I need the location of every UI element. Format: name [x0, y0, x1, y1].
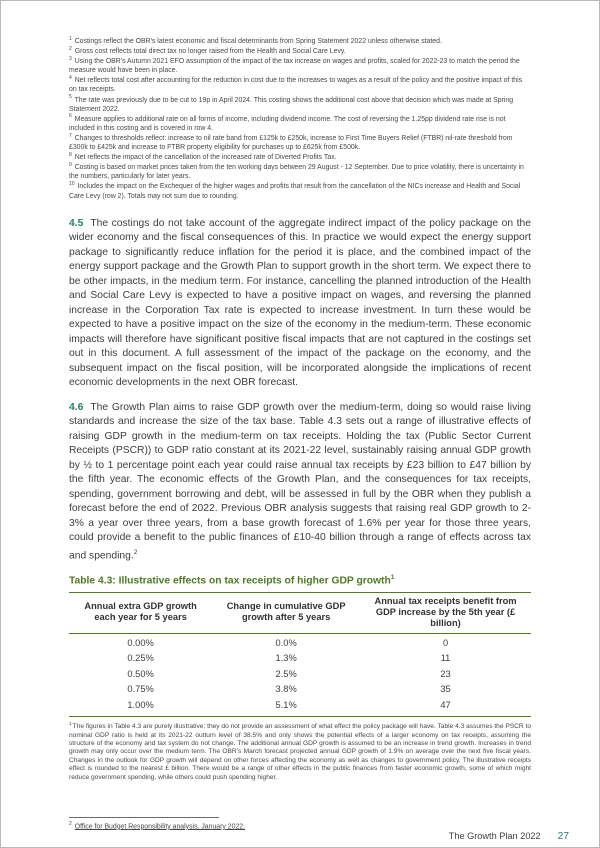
- paragraph-text: The costings do not take account of the aggregate indirect impact of the policy package on the wider economy and the fiscal consequences of this. In practice we would expect the energy support package to significantly reduce inflation for the period it is place, and the combined impact of the energy support package and the Growth Plan to support growth in the short term. We expect there to be other impacts, in the medium term. For instance, cancelling the planned introduction of the Health and Social Care Levy is expected to have a positive impact on wages, and reversing the planned increase in the Corporation Tax rate is expected to increase investment. In turn these would be expected to have a positive impact on the size of the economy in the medium-term. These economic impacts will therefore have significant positive fiscal impacts that are not captured in the costings set out in this document. A full assessment of the impact of the package on the economy, and the subsequent impact on the fiscal position, will be incorporated alongside the implications of recent economic developments in the next OBR forecast.: [69, 217, 531, 389]
- footnote-text: Costing is based on market prices taken from the ten working days between 29 August - 12 September. Due to price volatility, there is uncertainty in the numbers, particularly for later years.: [69, 164, 524, 181]
- footnote-marker: 3: [69, 55, 72, 62]
- body-text: [69, 217, 531, 564]
- table-row: [69, 633, 531, 651]
- table-header-cell: Annual tax receipts benefit from GDP increase by the 5th year (£ billion): [360, 592, 531, 633]
- footnote-marker: 5: [69, 94, 72, 101]
- table-4-2-footnotes: [69, 37, 531, 201]
- footnote-text: Net reflects total cost after accounting for the reduction in cost due to the increases to wages as a result of the policy and the positive impact of this on tax receipts.: [69, 77, 523, 94]
- table-cell: 0.0%: [275, 637, 297, 648]
- table-cell: 1.00%: [127, 699, 154, 710]
- footnote-text: Includes the impact on the Exchequer of the higher wages and profits that result from the cancellation of the NICs increase and Health and Social Care Levy (row 2). Totals may not sum due to rounding.: [69, 183, 521, 200]
- table-footnote-text: The figures in Table 4.3 are purely illustrative; they do not provide an assessment of what effect the policy package will have. Table 4.3 assumes the PSCR to nominal GDP ratio is held at its 2021-22 outturn level of 38.5% and only shows the potential effects of a larger economy on tax receipts, assuming the structure of the economy and tax system do not change. The additional annual GDP growth is assumed to be an increase in trend growth. Increases in trend growth may only occur over the medium term. The OBR’s March forecast projected annual GDP growth of 1.9% on average over the next five fiscal years. Changes in the outlook for GDP growth will depend on other forces affecting the economy as well as changes to government policy. The illustrative receipts effect is rounded to the nearest £ billion. There would be a range of other effects in the public finances from faster economic growth, some of which might reduce government spending, while others could push spending higher.: [69, 723, 531, 781]
- table-cell: 35: [440, 684, 451, 695]
- footnote-item: [69, 47, 531, 56]
- table-cell: 47: [440, 699, 451, 710]
- footnote-marker: 4: [69, 75, 72, 82]
- table-body: [69, 633, 531, 716]
- footnote-text: Using the OBR’s Autumn 2021 EFO assumption of the impact of the tax increase on wages and profits, scaled for 2022-23 to match the period the measure would have been in place.: [69, 58, 520, 75]
- table-cell: 0.75%: [127, 684, 154, 695]
- footnote-item: [69, 96, 531, 114]
- page-number: 27: [557, 831, 569, 842]
- footnote-marker: 9: [69, 161, 72, 168]
- table-4-3: [69, 592, 531, 717]
- table-header-cell: Change in cumulative GDP growth after 5 years: [212, 592, 360, 633]
- table-row: [69, 651, 531, 666]
- table-cell: 2.5%: [275, 668, 297, 679]
- footnote-item: [69, 153, 531, 162]
- table-header: [69, 592, 531, 633]
- footnote-marker: 1: [69, 721, 72, 727]
- table-title: [69, 574, 531, 586]
- page-footnote-block: [69, 817, 531, 830]
- table-cell: 0.00%: [127, 637, 154, 648]
- table-title-text: Table 4.3: Illustrative effects on tax receipts of higher GDP growth: [69, 574, 391, 586]
- footnote-item: [69, 134, 531, 152]
- table-header-row: [69, 592, 531, 633]
- paragraph-number: 4.5: [69, 217, 84, 229]
- table-cell: 11: [440, 653, 451, 664]
- table-cell: 23: [440, 668, 451, 679]
- footnote-item: [69, 821, 531, 830]
- footnote-marker: 8: [69, 151, 72, 158]
- table-cell: 3.8%: [275, 684, 297, 695]
- table-cell: 1.3%: [275, 653, 297, 664]
- footnote-item: [69, 163, 531, 181]
- footnote-separator: [69, 817, 219, 818]
- page-footer: [449, 831, 569, 842]
- footnote-ref: 2: [133, 548, 138, 556]
- footnote-item: [69, 37, 531, 46]
- footnote-text: Measure applies to additional rate on all forms of income, including dividend income. The cost of reversing the 1.25pp dividend rate rise is not included in this costing and is covered in row 4.: [69, 115, 506, 132]
- footnote-marker: 1: [69, 35, 72, 42]
- table-cell: 0.25%: [127, 653, 154, 664]
- table-cell: 0: [442, 637, 449, 648]
- table-cell: 5.1%: [275, 699, 297, 710]
- footnote-item: [69, 115, 531, 133]
- table-row: [69, 698, 531, 717]
- paragraph-4-5: [69, 217, 531, 391]
- footnote-item: [69, 182, 531, 200]
- footnote-text: The rate was previously due to be cut to 19p in April 2024. This costing shows the additional cost above that decision which was made at Spring Statement 2022.: [69, 96, 514, 113]
- footnote-marker: 6: [69, 113, 72, 120]
- table-row: [69, 667, 531, 682]
- footnote-text: Changes to thresholds reflect: increase to nil rate band from £125k to £250k, increase to First Time Buyers Relief (FTBR) nil-rate threshold from £300k to £425k and increase to FTBR property eligibility for purchases up to £625k from £500k.: [69, 134, 513, 152]
- footnote-text: Gross cost reflects total direct tax no longer raised from the Health and Social Care Levy.: [74, 48, 346, 56]
- table-4-3-section: [69, 574, 531, 782]
- footnote-marker: 10: [69, 181, 75, 188]
- obr-analysis-link[interactable]: Office for Budget Responsibility analysis, January 2022.: [74, 823, 246, 830]
- paragraph-4-6: [69, 401, 531, 564]
- footnote-marker: 2: [69, 820, 72, 827]
- table-row: [69, 682, 531, 697]
- footnote-ref: 1: [390, 573, 395, 581]
- paragraph-text: The Growth Plan aims to raise GDP growth over the medium-term, doing so would raise living standards and increase the size of the tax base. Table 4.3 sets out a range of illustrative effects of raising GDP growth in the medium-term on tax receipts. Holding the tax (Public Sector Current Receipts (PSCR)) to GDP ratio constant at its 2021-22 level, sustainably raising annual GDP growth by ½ to 1 percentage point each year could raise annual tax receipts by £23 billion to £47 billion by the fifth year. The economic effects of the Growth Plan, and the consequences for tax receipts, spending, government borrowing and debt, will be assessed in full by the OBR when they publish a forecast before the end of 2022. Previous OBR analysis suggests that raising real GDP growth to 2-3% a year over three years, from a base growth forecast of 1.6% per year for those three years, could provide a benefit to the public finances of £10-40 billion through a range of effects across tax and spending.: [69, 401, 531, 562]
- paragraph-number: 4.6: [69, 401, 84, 413]
- footnote-marker: 2: [69, 45, 72, 52]
- footnote-text: Net reflects the impact of the cancellation of the increased rate of Diverted Profits Tax.: [74, 154, 337, 162]
- footnote-marker: 7: [69, 132, 72, 139]
- document-title: The Growth Plan 2022: [448, 831, 541, 841]
- footnote-text: Costings reflect the OBR’s latest economic and fiscal determinants from Spring Statement 2022 unless otherwise stated.: [74, 38, 442, 45]
- footnote-item: [69, 57, 531, 75]
- footnote-item: [69, 76, 531, 94]
- table-header-cell: Annual extra GDP growth each year for 5 years: [69, 592, 212, 633]
- table-footnote: [69, 721, 531, 782]
- table-cell: 0.50%: [127, 668, 154, 679]
